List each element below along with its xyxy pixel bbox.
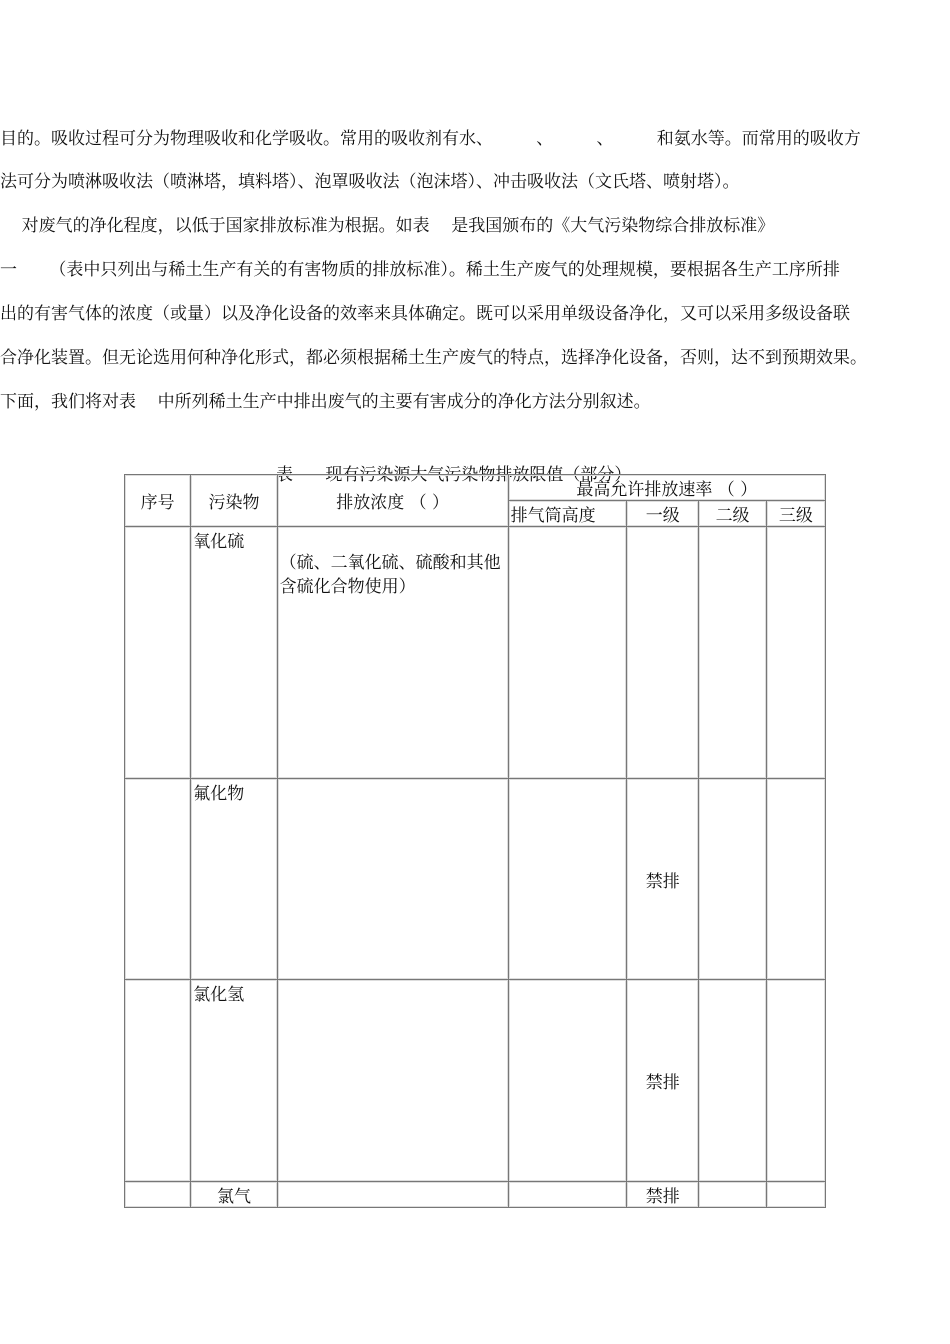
row-height-cell: [508, 779, 627, 980]
row-note-cell: （硫、二氧化硫、硫酸和其他含硫化合物使用）: [277, 527, 508, 779]
table-row: [125, 980, 826, 1182]
header-rate-group: 最高允许排放速率 （ ）: [508, 475, 825, 501]
table-header-row-1: [125, 475, 826, 501]
paragraph-line-1: 目的。吸收过程可分为物理吸收和化学吸收。常用的吸收剂有水、 、 、 和氨水等。而常用的吸收方: [0, 129, 861, 149]
row-height-cell: [508, 527, 627, 779]
row-level3-cell: [766, 527, 825, 779]
table-caption-text: 表 现有污染源大气污染物排放限值（部分）: [276, 465, 632, 485]
row-level1-cell: 禁排: [627, 1182, 699, 1208]
paragraph-line-2: 法可分为喷淋吸收法（喷淋塔，填料塔）、泡罩吸收法（泡沫塔）、冲击吸收法（文氏塔、喷射塔）。: [0, 172, 740, 192]
row-pollutant-cell: 氯气: [191, 1182, 277, 1208]
row-note-cell: [277, 1182, 508, 1208]
row-seq-cell: [125, 1182, 191, 1208]
row-height-cell: [508, 1182, 627, 1208]
header-concentration: 排放浓度 （ ）: [277, 475, 508, 527]
paragraph-line-7: 下面，我们将对表 中所列稀土生产中排出废气的主要有害成分的净化方法分别叙述。: [0, 392, 651, 412]
row-level1-cell: 禁排: [627, 779, 699, 980]
row-level1-cell: [627, 527, 699, 779]
paragraph-line-3: 对废气的净化程度，以低于国家排放标准为根据。如表 是我国颁布的《大气污染物综合排放标准》: [0, 216, 775, 236]
paragraph-line-4: 一 （表中只列出与稀土生产有关的有害物质的排放标准）。稀土生产废气的处理规模，要根据各生产工序所排: [0, 260, 840, 280]
header-seq: 序号: [125, 475, 191, 527]
header-pollutant: 污染物: [191, 475, 277, 527]
row-level1-cell: 禁排: [627, 980, 699, 1182]
table-row: [125, 1182, 826, 1208]
table-row: [125, 779, 826, 980]
paragraph-line-6: 合净化装置。但无论选用何种净化形式，都必须根据稀土生产废气的特点，选择净化设备，否则，达不到预期效果。: [0, 348, 867, 368]
row-level2-cell: [699, 980, 766, 1182]
row-level2-cell: [699, 1182, 766, 1208]
row-pollutant-cell: 氯化氢: [191, 980, 277, 1182]
paragraph-line-5: 出的有害气体的浓度（或量）以及净化设备的效率来具体确定。既可以采用单级设备净化，又可以采用多级设备联: [0, 304, 850, 324]
row-level3-cell: [766, 779, 825, 980]
row-level3-cell: [766, 1182, 825, 1208]
row-seq-cell: [125, 527, 191, 779]
row-note-cell: [277, 779, 508, 980]
emission-limits-table: [124, 474, 826, 1208]
row-seq-cell: [125, 779, 191, 980]
row-seq-cell: [125, 980, 191, 1182]
row-pollutant-cell: 氧化硫: [191, 527, 277, 779]
row-level2-cell: [699, 779, 766, 980]
row-pollutant-cell: 氟化物: [191, 779, 277, 980]
row-level2-cell: [699, 527, 766, 779]
header-level1: 一级: [627, 501, 699, 527]
row-level3-cell: [766, 980, 825, 1182]
header-height: 排气筒高度: [508, 501, 627, 527]
row-height-cell: [508, 980, 627, 1182]
header-level3: 三级: [766, 501, 825, 527]
header-level2: 二级: [699, 501, 766, 527]
table-row: [125, 527, 826, 779]
row-note-cell: [277, 980, 508, 1182]
